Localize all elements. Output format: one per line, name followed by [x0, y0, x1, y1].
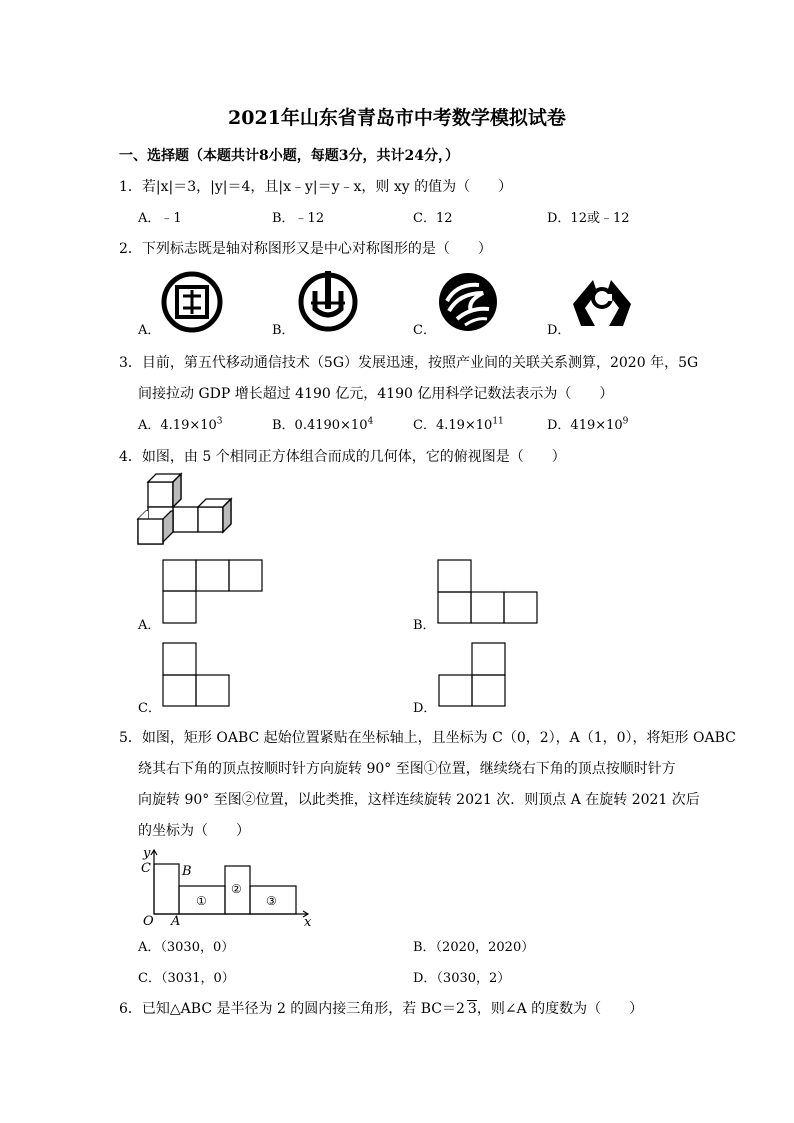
- q4-option-a[interactable]: A．: [138, 618, 161, 633]
- sqrt-radicand: 3: [467, 1001, 477, 1017]
- q1-option-a[interactable]: A．﹣1: [138, 211, 182, 226]
- q5-option-a[interactable]: A．（3030，0）: [138, 940, 235, 955]
- q3-option-c[interactable]: C．$4.19\times 10^{11}$: [413, 416, 504, 433]
- top-view-figure-c: [162, 642, 232, 708]
- question-5-line1: 5．如图，矩形 OABC 起始位置紧贴在坐标轴上，且坐标为 C（0，2），A（1，0），将矩形 OABC: [119, 730, 736, 746]
- question-5-line2: 绕其右下角的顶点按顺时针方向旋转 90° 至图①位置，继续绕右下角的顶点按顺时针方: [138, 761, 676, 777]
- cube-solid-figure: [136, 472, 240, 550]
- question-3-stem-line2: 间接拉动 GDP 增长超过 4190 亿元，4190 亿用科学记数法表示为（ ）: [138, 386, 614, 402]
- q2-option-d[interactable]: D．: [547, 323, 571, 338]
- q5-option-b[interactable]: B．（2020，2020）: [413, 940, 535, 955]
- q2-option-a[interactable]: A．: [138, 323, 161, 338]
- q4-option-b[interactable]: B．: [413, 618, 436, 633]
- q5-option-c[interactable]: C．（3031，0）: [138, 971, 235, 986]
- ccb-logo-icon: [571, 274, 633, 334]
- icbc-logo-icon: [161, 271, 223, 333]
- q4-option-d[interactable]: D．: [413, 701, 437, 716]
- q5-option-d[interactable]: D．（3030，2）: [413, 971, 511, 986]
- question-1-stem: 1．若|x|＝3，|y|＝4，且|x﹣y|＝y﹣x，则 xy 的值为（ ）: [119, 179, 513, 195]
- question-6-stem: 6．已知△ABC 是半径为 2 的圆内接三角形，若 BC＝2 3，则∠A 的度数为（ ）: [119, 1001, 644, 1017]
- q1-option-d[interactable]: D．12或﹣12: [547, 211, 630, 226]
- question-5-line4: 的坐标为（ ）: [138, 823, 250, 839]
- top-view-figure-a: [162, 559, 264, 625]
- q3-option-b[interactable]: B．$0.4190\times 10^4$: [272, 416, 374, 433]
- question-3-stem-line1: 3．目前，第五代移动通信技术（5G）发展迅速，按照产业间的关联关系测算，2020 年，5G: [119, 355, 699, 371]
- x-axis-label: x: [304, 915, 312, 930]
- question-2-stem: 2．下列标志既是轴对称图形又是中心对称图形的是（ ）: [119, 241, 492, 257]
- china-mobile-logo-icon: [437, 271, 499, 333]
- y-axis-label: y: [143, 846, 151, 861]
- position-3-label: ③: [266, 894, 277, 908]
- question-4-stem: 4．如图，由 5 个相同正方体组合而成的几何体，它的俯视图是（ ）: [119, 449, 566, 465]
- top-view-figure-d: [438, 642, 508, 708]
- q2-option-b[interactable]: B．: [272, 323, 295, 338]
- q2-option-c[interactable]: C．: [413, 323, 436, 338]
- point-a-label: A: [171, 914, 181, 929]
- abc-logo-icon: [297, 269, 359, 333]
- point-c-label: C: [141, 861, 151, 876]
- q4-option-c[interactable]: C．: [138, 701, 161, 716]
- page-title: 2021年山东省青岛市中考数学模拟试卷: [228, 107, 566, 129]
- q1-option-b[interactable]: B．﹣12: [272, 211, 325, 226]
- point-b-label: B: [182, 864, 192, 879]
- q1-option-c[interactable]: C．12: [413, 211, 453, 226]
- question-5-line3: 向旋转 90° 至图②位置，以此类推，这样连续旋转 2021 次．则顶点 A 在旋转 2021 次后: [138, 792, 700, 808]
- q3-option-d[interactable]: D．$419\times 10^9$: [547, 416, 629, 433]
- position-2-label: ②: [231, 882, 242, 896]
- rotation-figure: [138, 844, 318, 928]
- origin-label: O: [143, 914, 154, 929]
- top-view-figure-b: [437, 559, 539, 625]
- q3-option-a[interactable]: A．$4.19\times 10^3$: [138, 416, 223, 433]
- position-1-label: ①: [196, 894, 207, 908]
- section-heading: 一、选择题（本题共计8小题，每题3分，共计24分，）: [119, 148, 459, 164]
